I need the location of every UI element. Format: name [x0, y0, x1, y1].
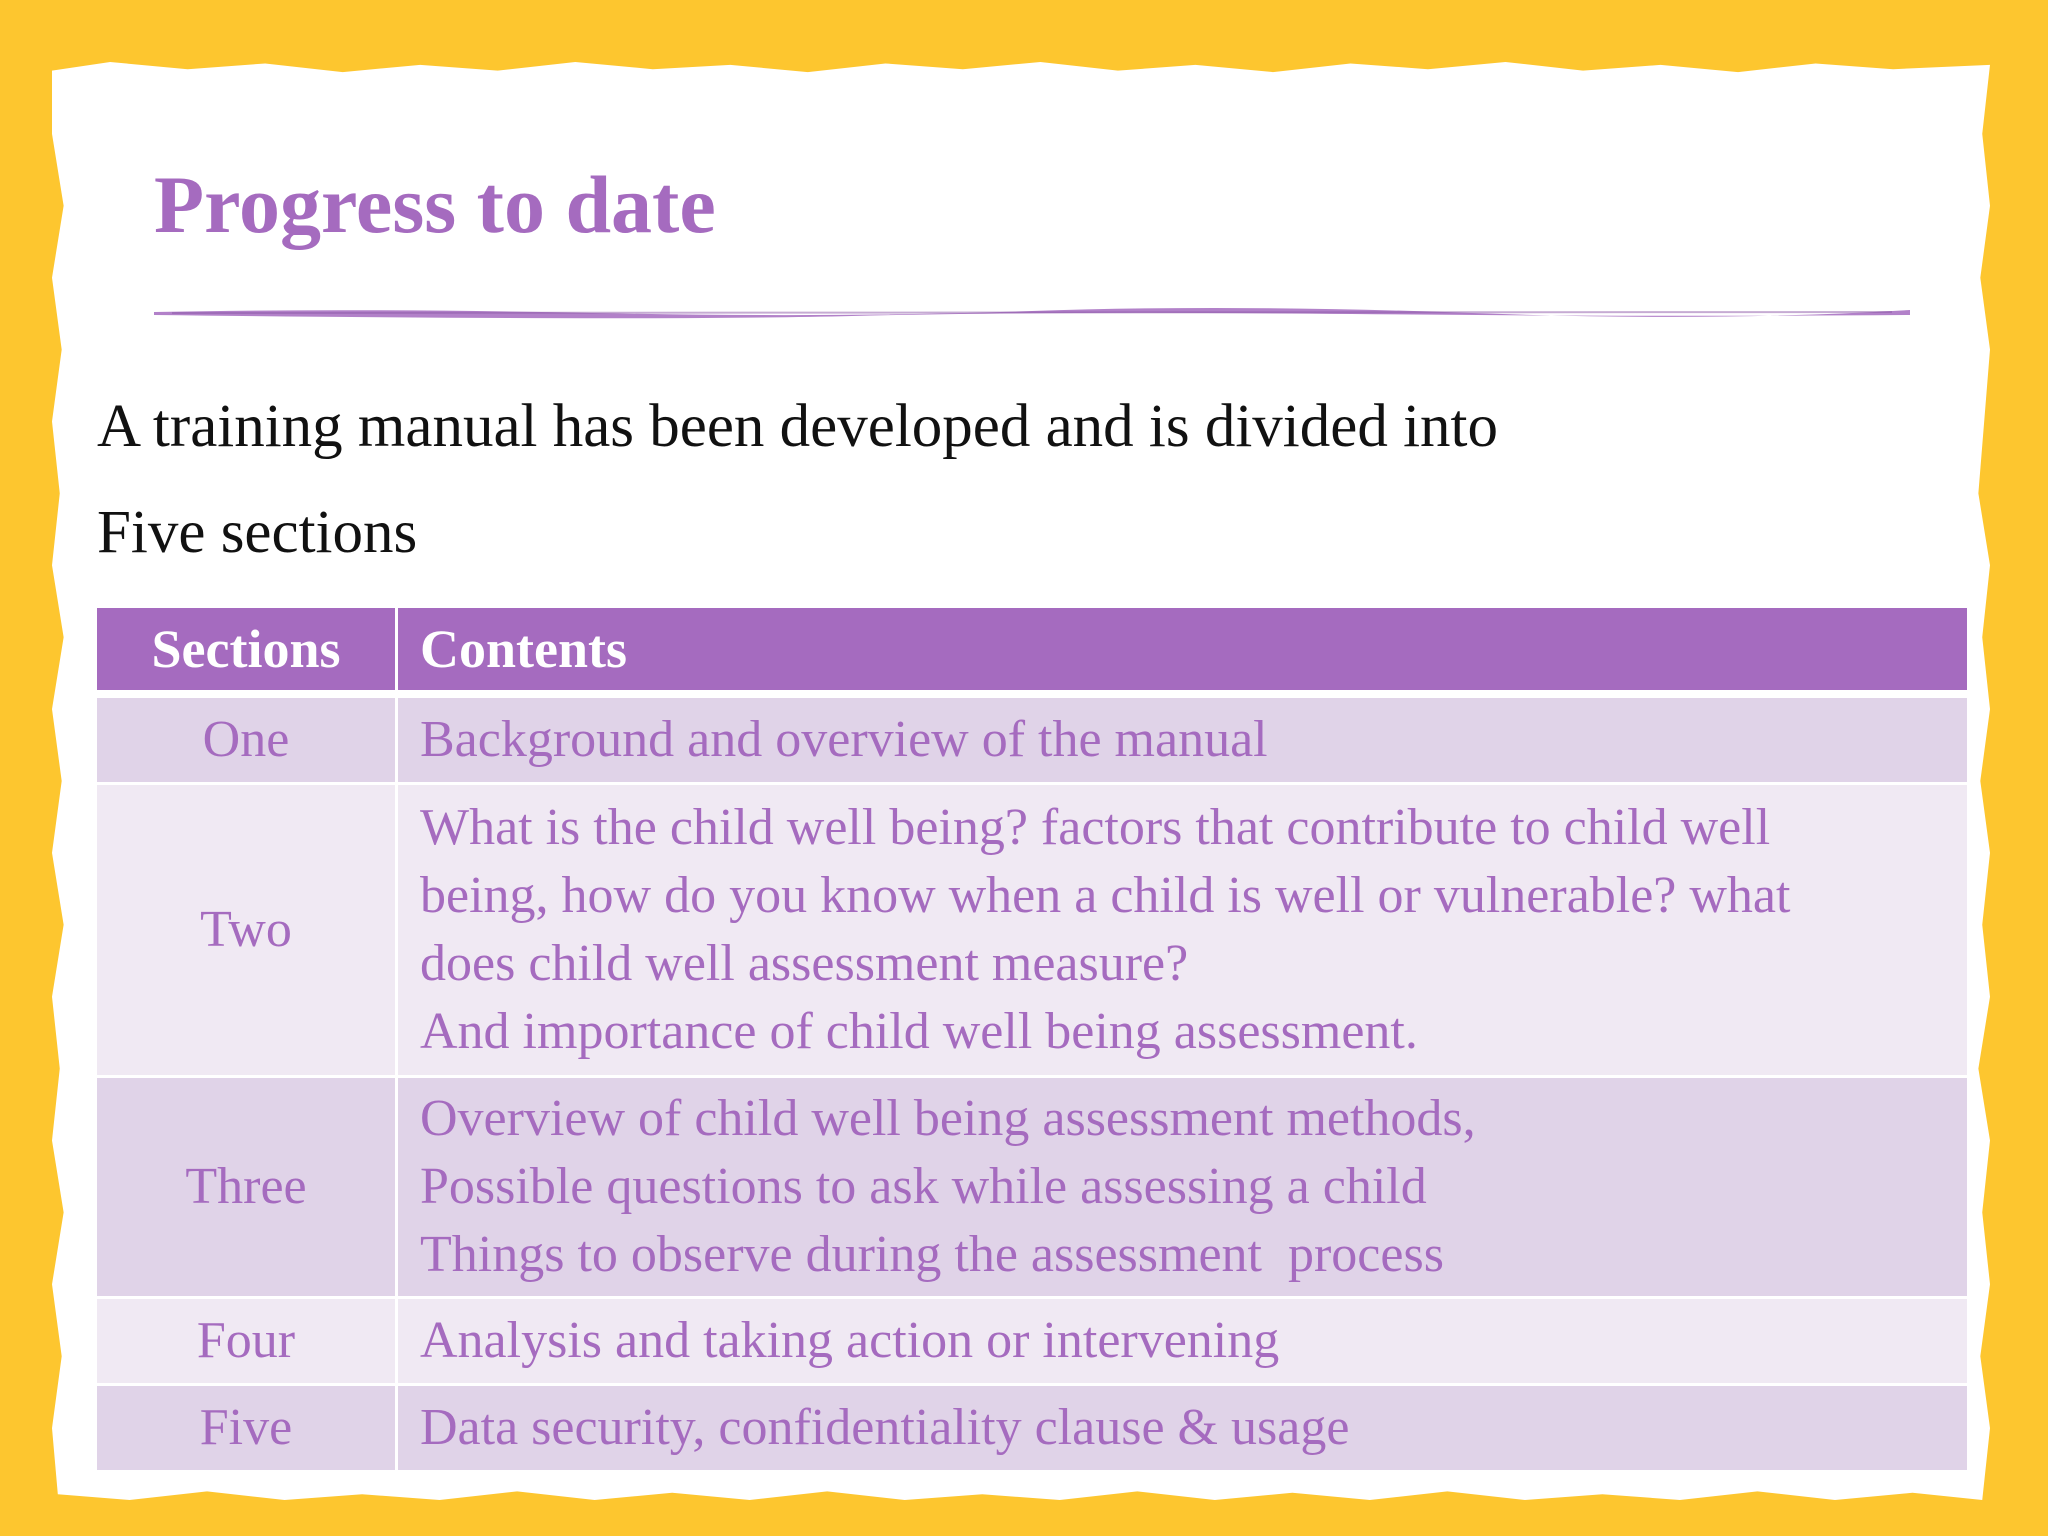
table-header-row [97, 608, 1967, 698]
section-name: Five [97, 1386, 398, 1473]
table-row [97, 785, 1967, 1078]
contents-line: Possible questions to ask while assessing a child [420, 1158, 1427, 1215]
contents-line: Overview of child well being assessment methods, [420, 1090, 1476, 1147]
section-contents [398, 698, 1967, 785]
table-row [97, 698, 1967, 785]
contents-line: Analysis and taking action or intervening [420, 1312, 1280, 1369]
sections-table [97, 608, 1967, 1473]
intro-text-line-2: Five sections [97, 499, 418, 566]
contents-line: Things to observe during the assessment process [420, 1226, 1444, 1283]
title-underline [152, 304, 1912, 320]
section-name: Two [97, 785, 398, 1078]
section-contents [398, 785, 1967, 1078]
section-contents [398, 1078, 1967, 1299]
contents-line: What is the child well being? factors that contribute to child well [420, 799, 1771, 856]
contents-line: And importance of child well being assessment. [420, 1003, 1418, 1060]
section-name: Three [97, 1078, 398, 1299]
header-contents: Contents [398, 608, 1967, 698]
section-contents [398, 1299, 1967, 1386]
table-row [97, 1299, 1967, 1386]
contents-line: Data security, confidentiality clause & usage [420, 1399, 1350, 1456]
contents-line: being, how do you know when a child is well or vulnerable? what [420, 867, 1791, 924]
header-sections: Sections [97, 608, 398, 698]
intro-text-line-1: A training manual has been developed and is divided into [97, 393, 1498, 460]
section-name: One [97, 698, 398, 785]
contents-line: Background and overview of the manual [420, 711, 1268, 768]
slide-title: Progress to date [154, 159, 716, 250]
section-contents [398, 1386, 1967, 1473]
table-row [97, 1078, 1967, 1299]
contents-line: does child well assessment measure? [420, 935, 1189, 992]
table-row [97, 1386, 1967, 1473]
section-name: Four [97, 1299, 398, 1386]
